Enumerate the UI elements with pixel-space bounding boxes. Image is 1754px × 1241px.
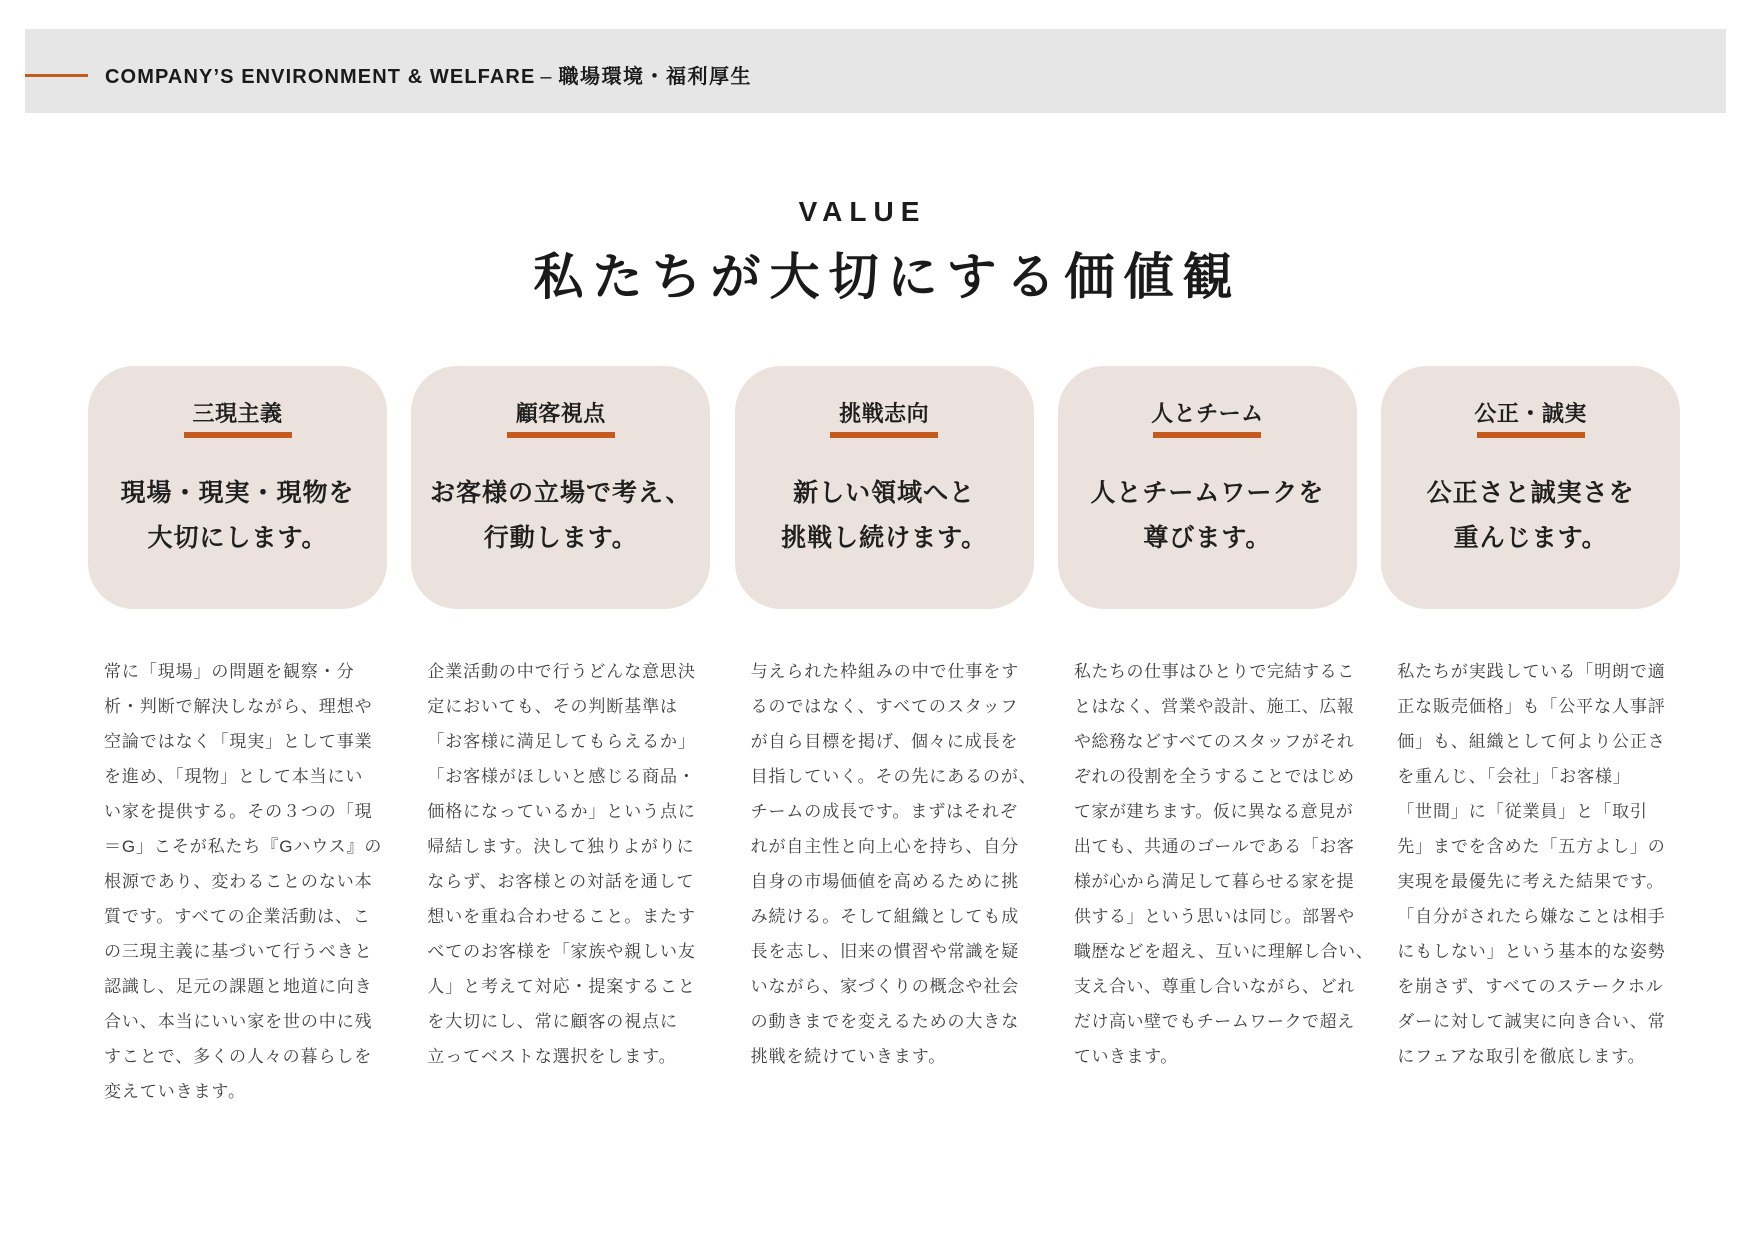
section-title-ja: 職場環境・福利厚生 [558,66,753,88]
statement-line: 公正さと誠実さを [1426,478,1635,507]
value-card [1381,366,1680,609]
description-line: 供する」という思いは同じ。部署や [1073,906,1355,926]
header-accent-rule [25,74,88,77]
value-card [1058,366,1357,609]
description-line: 出ても、共通のゴールである「お客 [1073,836,1355,856]
description-line: 変えていきます。 [104,1081,246,1101]
description-line: を進め、「現物」として本当にい [104,766,364,786]
description-line: 析・判断で解決しながら、理想や [104,696,373,716]
description-line: とはなく、営業や設計、施工、広報 [1073,696,1355,716]
description-line: を大切にし、常に顧客の視点に [427,1011,678,1031]
value-card [411,366,710,609]
statement-line: 大切にします。 [147,523,328,552]
description-line: を崩さず、すべてのステークホル [1397,976,1664,996]
value-statement [1427,471,1635,561]
value-statement [1090,471,1324,561]
description-line: 常に「現場」の問題を観察・分 [104,661,355,681]
value-column [1381,366,1680,1109]
description-line: 目指していく。その先にあるのが、 [750,766,1037,786]
description-line: 空論ではなく「現実」として事業 [104,731,373,751]
description-line: い家を提供する。その３つの「現 [104,801,373,821]
value-description [1381,654,1680,1074]
value-description [735,654,1037,1074]
value-heading: 公正・誠実 [1474,401,1587,426]
heading-underline [830,432,938,438]
value-heading: 顧客視点 [515,401,606,426]
description-line: 合い、本当にいい家を世の中に残 [104,1011,373,1031]
description-line: ＝G」こそが私たち『Gハウス』の [104,836,383,856]
description-line: の動きまでを変えるための大きな [750,1011,1020,1031]
description-line: 正な販売価格」も「公平な人事評 [1397,696,1666,716]
description-line: 先」までを含めた「五方よし」の [1397,836,1666,856]
statement-line: 挑戦し続けます。 [781,523,988,552]
page-header [25,29,1726,113]
description-line: 支え合い、尊重し合いながら、どれ [1073,976,1355,996]
description-line: ダーに対して誠実に向き合い、常 [1397,1011,1666,1031]
heading-underline [507,432,615,438]
description-line: 職歴などを超え、互いに理解し合い、 [1073,941,1374,961]
description-line: 私たちが実践している「明朗で適 [1397,661,1666,681]
description-line: を重んじ、「会社」「お客様」 [1397,766,1631,786]
value-column [1058,366,1374,1109]
value-card [735,366,1034,609]
value-heading: 挑戦志向 [839,401,930,426]
description-line: 人」と考えて対応・提案すること [427,976,696,996]
values-row [88,366,1680,1109]
section-title-en: COMPANY’S ENVIRONMENT & WELFARE [105,66,536,88]
description-line: 想いを重ね合わせること。またす [427,906,696,926]
eyebrow-label: VALUE [798,196,927,227]
description-line: 長を志し、旧来の慣習や常識を疑 [750,941,1020,961]
statement-line: 人とチームワークを [1090,478,1325,507]
description-line: 根源であり、変わることのない本 [104,871,373,891]
description-line: 「お客様に満足してもらえるか」 [427,731,696,751]
page-title: 私たちが大切にする価値観 [533,249,1242,305]
value-description [1058,654,1374,1074]
value-description [411,654,710,1074]
value-description [88,654,387,1109]
description-line: 定においても、その判断基準は [427,696,678,716]
description-line: 「お客様がほしいと感じる商品・ [427,766,696,786]
value-column [411,366,710,1109]
value-heading: 人とチーム [1151,401,1264,426]
heading-underline [184,432,292,438]
description-line: が自ら目標を掲げ、個々に成長を [750,731,1019,751]
value-statement [430,471,692,561]
description-line: 価格になっているか」という点に [427,801,696,821]
statement-line: 行動します。 [483,523,638,552]
description-line: るのではなく、すべてのスタッフ [750,696,1019,716]
description-line: ぞれの役割を全うすることではじめ [1073,766,1355,786]
description-line: 実現を最優先に考えた結果です。 [1397,871,1665,891]
statement-line: 重んじます。 [1453,523,1608,552]
description-line: ならず、お客様との対話を通して [427,871,695,891]
statement-line: 尊びます。 [1143,523,1272,552]
description-line: み続ける。そして組織としても成 [750,906,1020,926]
description-line: 価」も、組織として何より公正さ [1397,731,1666,751]
description-line: いながら、家づくりの概念や社会 [750,976,1020,996]
description-line: にもしない」という基本的な姿勢 [1397,941,1666,961]
description-line: 質です。すべての企業活動は、こ [104,906,371,926]
description-line: の三現主義に基づいて行うべきと [104,941,373,961]
section-title [105,65,752,89]
description-line: 自身の市場価値を高めるために挑 [750,871,1020,891]
description-line: すことで、多くの人々の暮らしを [104,1046,373,1066]
description-line: や総務などすべてのスタッフがそれ [1073,731,1355,751]
description-line: れが自主性と向上心を持ち、自分 [750,836,1020,856]
description-line: 「自分がされたら嫌なことは相手 [1397,906,1666,926]
description-line: 企業活動の中で行うどんな意思決 [427,661,696,681]
description-line: 帰結します。決して独りよがりに [427,836,695,856]
value-statement [120,471,354,561]
description-line: 「世間」に「従業員」と「取引 [1397,801,1648,821]
value-statement [781,471,987,561]
statement-line: 現場・現実・現物を [120,478,355,507]
description-line: 認識し、足元の課題と地道に向き [104,976,373,996]
description-line: だけ高い壁でもチームワークで超え [1073,1011,1355,1031]
description-line: にフェアな取引を徹底します。 [1397,1046,1646,1066]
heading-underline [1153,432,1261,438]
heading-underline [1477,432,1585,438]
section-title-separator: – [540,66,552,88]
value-column [735,366,1037,1109]
description-line: 挑戦を続けていきます。 [750,1046,947,1066]
description-line: て家が建ちます。仮に異なる意見が [1073,801,1354,821]
value-card [88,366,387,609]
value-column [88,366,387,1109]
statement-line: お客様の立場で考え、 [430,478,692,507]
description-line: ていきます。 [1073,1046,1178,1066]
description-line: 与えられた枠組みの中で仕事をす [750,661,1020,681]
description-line: チームの成長です。まずはそれぞ [750,801,1018,821]
statement-line: 新しい領域へと [793,478,976,507]
description-line: 立ってベストな選択をします。 [427,1046,677,1066]
description-line: 私たちの仕事はひとりで完結するこ [1073,661,1355,681]
value-heading: 三現主義 [192,401,283,426]
description-line: べてのお客様を「家族や親しい友 [427,941,696,961]
description-line: 様が心から満足して暮らせる家を提 [1073,871,1355,891]
